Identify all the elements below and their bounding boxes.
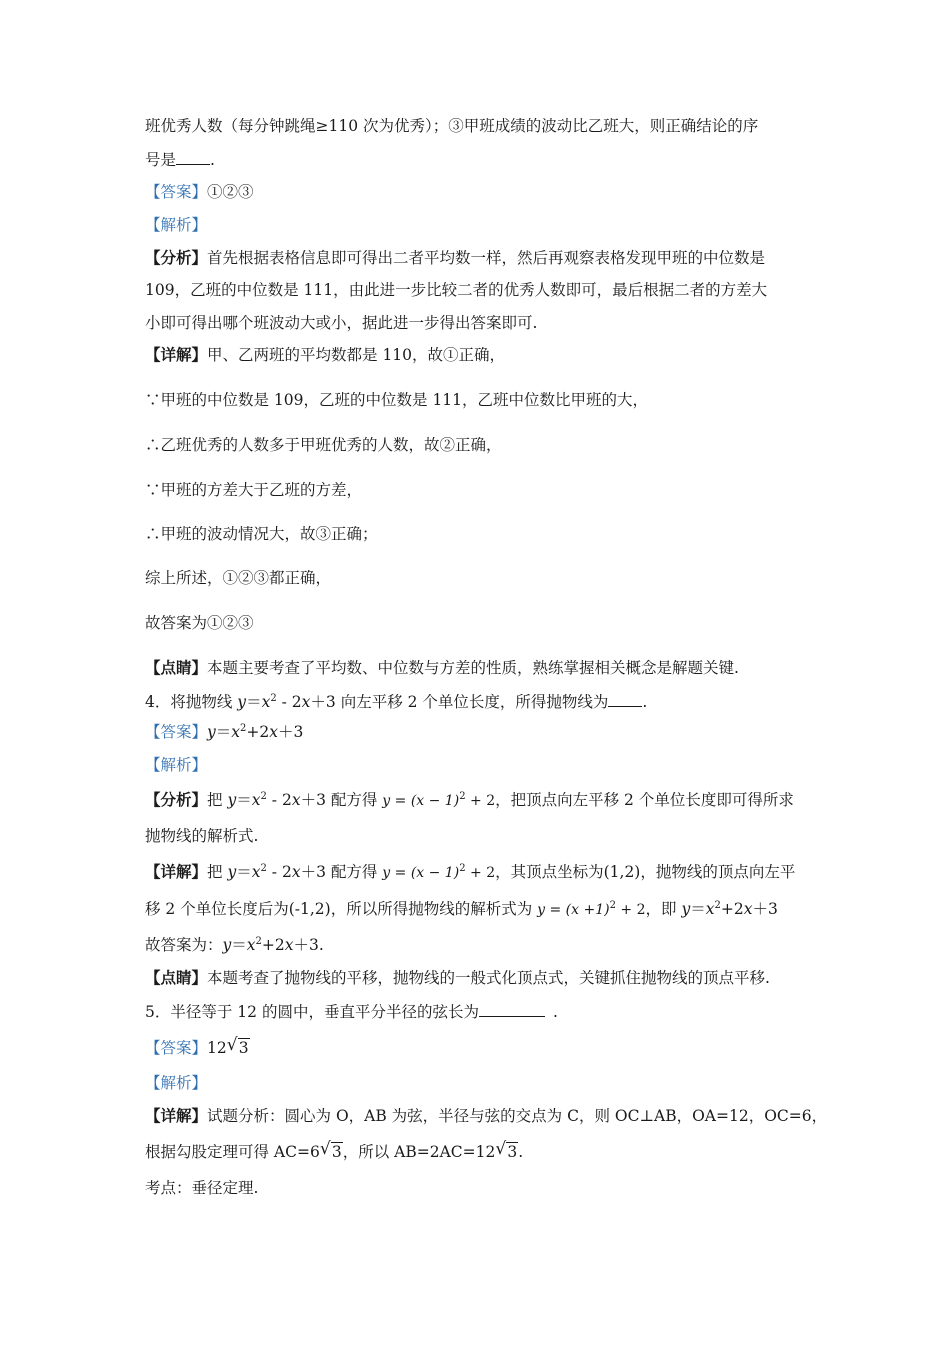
var: x [301, 693, 311, 711]
var: x [251, 863, 261, 881]
text-line: 小即可得出哪个班波动大或小，据此进一步得出答案即可. [145, 314, 538, 332]
text: 本题考查了抛物线的平移，抛物线的一般式化顶点式，关键抓住抛物线的顶点平移. [207, 969, 770, 987]
text: ＝ [215, 723, 232, 741]
analysis-tag: 【解析】 [145, 1074, 208, 1092]
answer-blank [608, 691, 642, 707]
text: ＋3. [293, 936, 324, 954]
text: 把 [207, 791, 228, 809]
var: y [222, 936, 232, 954]
text: - 2 [266, 863, 292, 881]
var: x [705, 900, 715, 918]
text-line [145, 790, 794, 811]
text: +2 [246, 723, 270, 741]
answer-tag: 【答案】 [145, 183, 208, 201]
text: 故答案为： [145, 936, 223, 954]
answer-blank [176, 149, 210, 165]
var: x [284, 936, 294, 954]
text-line: ∵甲班的中位数是 109，乙班的中位数是 111，乙班中位数比甲班的大， [145, 391, 649, 409]
dianjing-tag: 【点睛】 [145, 968, 208, 987]
text-line: 109，乙班的中位数是 111，由此进一步比较二者的优秀人数即可，最后根据二者的方差大 [145, 281, 768, 299]
radicand: 3 [238, 1039, 249, 1057]
text: 4．将抛物线 [145, 693, 238, 711]
formula: y = (x − 1) [382, 793, 460, 809]
sqrt-symbol: √ 3 [319, 1139, 342, 1161]
exponent: 2 [714, 900, 721, 911]
text: + 2 [465, 865, 496, 881]
var: x [269, 723, 279, 741]
xiangjie-tag: 【详解】 [145, 862, 208, 881]
text: 本题主要考查了平均数、中位数与方差的性质，熟练掌握相关概念是解题关键. [207, 659, 739, 677]
exponent: 2 [260, 791, 267, 802]
answer-line [145, 1035, 250, 1058]
text: 移 2 个单位长度后为(-1,2)，所以所得抛物线的解析式为 [145, 900, 538, 918]
text-line [145, 899, 778, 920]
var: y [227, 863, 237, 881]
var: x [743, 900, 753, 918]
formula: y = (x +1) [537, 902, 610, 918]
fenxi-tag: 【分析】 [145, 790, 208, 809]
formula: y = (x − 1) [382, 865, 460, 881]
var: x [231, 723, 241, 741]
text: ＋3 配方得 [300, 863, 383, 881]
xiangjie-tag: 【详解】 [145, 345, 208, 364]
exponent: 2 [609, 900, 616, 911]
text: - 2 [276, 693, 302, 711]
var: y [207, 723, 216, 741]
text: +2 [261, 936, 285, 954]
var: x [291, 863, 301, 881]
text-line: 抛物线的解析式. [145, 827, 259, 845]
question-5 [145, 1001, 558, 1022]
text-line: 班优秀人数（每分钟跳绳≥110 次为优秀）；③甲班成绩的波动比乙班大，则正确结论的序 [145, 117, 759, 135]
text: + 2 [465, 793, 496, 809]
text: ＝ [236, 863, 252, 881]
exponent: 2 [255, 936, 262, 947]
text: 号是 [145, 151, 177, 169]
sqrt-symbol: √ 3 [495, 1139, 518, 1161]
answer-tag: 【答案】 [145, 723, 208, 741]
text: 12 [207, 1039, 227, 1057]
xiangjie-tag: 【详解】 [145, 1106, 208, 1125]
text-line [145, 149, 215, 170]
text-line [145, 862, 795, 883]
var: x [261, 693, 271, 711]
text: . [642, 693, 648, 711]
text-line [145, 1139, 524, 1162]
radicand: 3 [331, 1143, 342, 1161]
text: ＝ [246, 693, 262, 711]
text: ＋3 向左平移 2 个单位长度，所得抛物线为 [310, 693, 609, 711]
var: y [681, 900, 691, 918]
text-line: ∴甲班的波动情况大，故③正确； [145, 525, 378, 543]
answer-line [145, 182, 254, 202]
var: x [251, 791, 261, 809]
exponent: 2 [260, 863, 267, 874]
answer-blank [479, 1001, 545, 1017]
text: 首先根据表格信息即可得出二者平均数一样，然后再观察表格发现甲班的中位数是 [207, 249, 766, 267]
text: ＋3 [752, 900, 778, 918]
text: ，把顶点向左平移 2 个单位长度即可得所求 [495, 791, 794, 809]
text: ＝ [690, 900, 706, 918]
text: ＝ [231, 936, 247, 954]
text: ＋3 配方得 [300, 791, 383, 809]
text-line [145, 248, 765, 268]
text: 试题分析：圆心为 O，AB 为弦，半径与弦的交点为 C，则 OC⊥AB，OA=12，OC=6， [207, 1107, 828, 1125]
text-line: 故答案为①②③ [145, 614, 254, 632]
answer-tag: 【答案】 [145, 1039, 208, 1057]
text: +2 [720, 900, 744, 918]
text: ＝ [236, 791, 252, 809]
var: y [237, 693, 247, 711]
text: 根据勾股定理可得 AC=6 [145, 1143, 320, 1161]
question-4 [145, 691, 647, 712]
analysis-tag: 【解析】 [145, 756, 208, 774]
text: . [210, 151, 215, 169]
answer-value: ①②③ [207, 183, 254, 201]
var: x [246, 936, 256, 954]
text-line [145, 345, 505, 365]
text: + 2 [615, 902, 646, 918]
text-line [145, 1106, 827, 1126]
text: . [552, 1003, 558, 1021]
text-line: ∵甲班的方差大于乙班的方差， [145, 481, 363, 499]
text-line: ∴乙班优秀的人数多于甲班优秀的人数，故②正确， [145, 436, 502, 454]
dianjing-tag: 【点睛】 [145, 658, 208, 677]
var: x [291, 791, 301, 809]
text: 把 [207, 863, 228, 881]
text: ，所以 AB=2AC=12 [342, 1143, 496, 1161]
text-line: 综上所述，①②③都正确， [145, 569, 332, 587]
text: - 2 [266, 791, 292, 809]
exponent: 2 [270, 693, 277, 704]
text: ，即 [645, 900, 682, 918]
radicand: 3 [507, 1143, 518, 1161]
text: ＋3 [278, 723, 304, 741]
text-line [145, 968, 770, 988]
exponent: 2 [240, 723, 247, 734]
exponent: 2 [459, 863, 466, 874]
text: 5．半径等于 12 的圆中，垂直平分半径的弦长为 [145, 1003, 479, 1021]
text-line [145, 935, 324, 955]
answer-line [145, 722, 303, 742]
sqrt-symbol: √ 3 [226, 1035, 249, 1057]
text: . [518, 1143, 524, 1161]
text-line: 考点：垂径定理. [145, 1179, 259, 1197]
exponent: 2 [459, 791, 466, 802]
text: 甲、乙两班的平均数都是 110，故①正确， [207, 346, 506, 364]
text: ，其顶点坐标为(1,2)，抛物线的顶点向左平 [495, 863, 796, 881]
var: y [227, 791, 237, 809]
fenxi-tag: 【分析】 [145, 248, 208, 267]
text-line [145, 658, 739, 678]
analysis-tag: 【解析】 [145, 216, 208, 234]
